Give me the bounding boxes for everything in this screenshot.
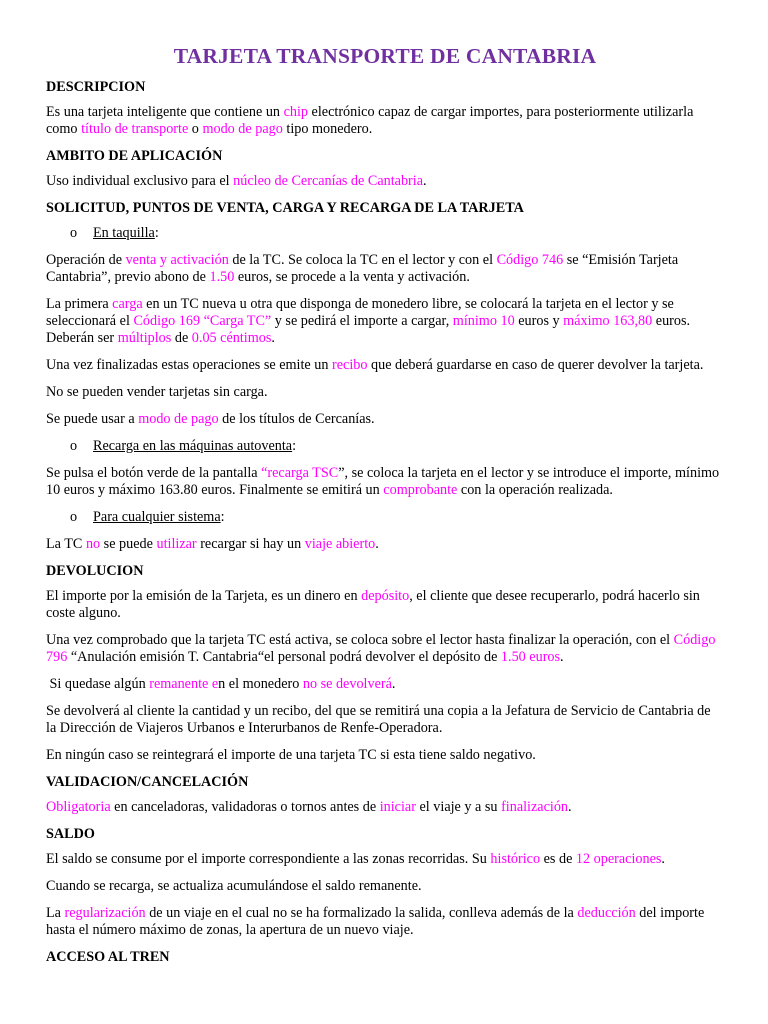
body-text: el viaje y a su bbox=[415, 799, 502, 815]
document-title: TARJETA TRANSPORTE DE CANTABRIA bbox=[173, 44, 597, 68]
paragraph-solicitud-1 bbox=[46, 252, 724, 286]
body-text: ”, se coloca la tarjeta en el lector y se introduce el importe, mínimo 10 euros y máximo 163.80 euros. Finalmente se emitirá un bbox=[46, 465, 720, 498]
body-text: Una vez finalizadas estas operaciones se emite un bbox=[46, 357, 332, 373]
highlight-text: modo de pago bbox=[138, 411, 219, 427]
section-heading-devolucion: DEVOLUCION bbox=[46, 563, 144, 579]
body-text: de un viaje en el cual no se ha formalizado la salida, conlleva además de la bbox=[145, 905, 578, 921]
highlight-text: título de transporte bbox=[81, 121, 189, 137]
paragraph-solicitud-6 bbox=[46, 465, 724, 499]
body-text: o bbox=[188, 121, 203, 137]
body-text: La primera bbox=[46, 296, 113, 312]
paragraph-devolucion-2 bbox=[46, 632, 724, 666]
highlight-text: 1.50 bbox=[209, 269, 235, 285]
highlight-text: núcleo de Cercanías de Cantabria bbox=[233, 173, 424, 189]
body-text: En taquilla bbox=[93, 225, 155, 241]
paragraph-solicitud-4 bbox=[46, 384, 724, 401]
body-text: de los títulos de Cercanías. bbox=[218, 411, 375, 427]
paragraph-devolucion-3 bbox=[46, 676, 724, 693]
highlight-text: remanente e bbox=[149, 676, 219, 692]
body-text: . bbox=[423, 173, 427, 189]
body-text: . bbox=[375, 536, 379, 552]
bullet-glyph: o bbox=[70, 509, 78, 525]
body-text: El importe por la emisión de la Tarjeta, es un dinero en bbox=[46, 588, 362, 604]
highlight-text: múltiplos bbox=[117, 330, 172, 346]
highlight-text: 12 operaciones bbox=[575, 851, 662, 867]
paragraph-devolucion-5 bbox=[46, 747, 724, 764]
paragraph-devolucion-4 bbox=[46, 703, 724, 737]
body-text: se “Emisión Tarjeta Cantabria”, previo abono de bbox=[46, 252, 679, 285]
paragraph-descripcion bbox=[46, 104, 724, 138]
body-text: : bbox=[292, 438, 297, 454]
highlight-text: mínimo 10 bbox=[452, 313, 515, 329]
body-text: En ningún caso se reintegrará el importe de una tarjeta TC si esta tiene saldo negativo. bbox=[46, 747, 536, 763]
paragraph-solicitud-2 bbox=[46, 296, 724, 347]
paragraph-solicitud-7 bbox=[46, 536, 724, 553]
highlight-text: venta y activación bbox=[125, 252, 229, 268]
highlight-text: 0.05 céntimos bbox=[191, 330, 272, 346]
paragraph-solicitud-5 bbox=[46, 411, 724, 428]
body-text: de bbox=[171, 330, 192, 346]
highlight-text: depósito bbox=[361, 588, 410, 604]
section-heading-ambito: AMBITO DE APLICACIÓN bbox=[46, 148, 223, 164]
highlight-text: comprobante bbox=[383, 482, 458, 498]
body-text: “Anulación emisión T. Cantabria“el personal podrá devolver el depósito de bbox=[67, 649, 501, 665]
body-text: del importe hasta el número máximo de zonas, la apertura de un nuevo viaje. bbox=[46, 905, 705, 938]
body-text: euros, se procede a la venta y activación. bbox=[234, 269, 470, 285]
body-text: . bbox=[568, 799, 572, 815]
highlight-text: utilizar bbox=[156, 536, 197, 552]
body-text: El saldo se consume por el importe correspondiente a las zonas recorridas. Su bbox=[46, 851, 491, 867]
highlight-text: finalización bbox=[501, 799, 569, 815]
body-text: La bbox=[46, 905, 65, 921]
paragraph-saldo-1 bbox=[46, 851, 724, 868]
highlight-text: Código 169 “Carga TC” bbox=[133, 313, 272, 329]
body-text: n el monedero bbox=[218, 676, 303, 692]
body-text: : bbox=[154, 225, 159, 241]
body-text: tipo monedero. bbox=[282, 121, 373, 137]
body-text: La TC bbox=[46, 536, 86, 552]
section-heading-descripcion: DESCRIPCION bbox=[46, 79, 146, 95]
paragraph-validacion-1 bbox=[46, 799, 724, 816]
paragraph-saldo-2 bbox=[46, 878, 724, 895]
body-text: se puede bbox=[100, 536, 157, 552]
body-text: Operación de bbox=[46, 252, 126, 268]
body-text: electrónico capaz de cargar importes, para posteriormente utilizarla como bbox=[46, 104, 694, 137]
body-text: de la TC. Se coloca la TC en el lector y con el bbox=[228, 252, 497, 268]
highlight-text: máximo 163,80 bbox=[563, 313, 653, 329]
body-text: . bbox=[391, 676, 396, 692]
body-text: No se pueden vender tarjetas sin carga. bbox=[46, 384, 268, 400]
body-text: euros y bbox=[514, 313, 564, 329]
body-text: es de bbox=[540, 851, 576, 867]
body-text: , el cliente que desee recuperarlo, podrá hacerlo sin coste alguno. bbox=[46, 588, 700, 621]
body-text: en canceladoras, validadoras o tornos antes de bbox=[110, 799, 380, 815]
body-text: que deberá guardarse en caso de querer devolver la tarjeta. bbox=[367, 357, 704, 373]
body-text: Uso individual exclusivo para el bbox=[46, 173, 234, 189]
body-text: con la operación realizada. bbox=[457, 482, 613, 498]
bullet-glyph: o bbox=[70, 438, 78, 454]
highlight-text: Código 746 bbox=[496, 252, 564, 268]
body-text: Para cualquier sistema bbox=[93, 509, 221, 525]
highlight-text: histórico bbox=[490, 851, 541, 867]
highlight-text: Código 796 bbox=[46, 632, 716, 665]
body-text: Se puede usar a bbox=[46, 411, 139, 427]
body-text: . bbox=[560, 649, 564, 665]
highlight-text: iniciar bbox=[379, 799, 416, 815]
bullet-item-taquilla bbox=[46, 225, 724, 242]
body-text: Una vez comprobado que la tarjeta TC está activa, se coloca sobre el lector hasta finalizar la operación, con el bbox=[46, 632, 674, 648]
bullet-glyph: o bbox=[70, 225, 78, 241]
highlight-text: carga bbox=[112, 296, 143, 312]
highlight-text: regularización bbox=[64, 905, 146, 921]
highlight-text: deducción bbox=[577, 905, 636, 921]
highlight-text: no bbox=[85, 536, 101, 552]
body-text: Recarga en las máquinas autoventa bbox=[93, 438, 293, 454]
bullet-item-recarga bbox=[46, 438, 724, 455]
body-text: euros. Deberán ser bbox=[46, 313, 691, 346]
highlight-text: recibo bbox=[332, 357, 368, 373]
paragraph-devolucion-1 bbox=[46, 588, 724, 622]
paragraph-solicitud-3 bbox=[46, 357, 724, 374]
section-heading-validacion: VALIDACION/CANCELACIÓN bbox=[46, 774, 249, 790]
bullet-item-cualquier-sistema bbox=[46, 509, 724, 526]
body-text: Se pulsa el botón verde de la pantalla bbox=[46, 465, 262, 481]
body-text: : bbox=[220, 509, 225, 525]
highlight-text: “recarga TSC bbox=[261, 465, 339, 481]
highlight-text: Obligatoria bbox=[46, 799, 111, 815]
body-text: y se pedirá el importe a cargar, bbox=[271, 313, 453, 329]
body-text: Si quedase algún bbox=[46, 676, 150, 692]
highlight-text: viaje abierto bbox=[304, 536, 376, 552]
highlight-text: 1.50 euros bbox=[500, 649, 561, 665]
body-text: . bbox=[661, 851, 665, 867]
highlight-text: modo de pago bbox=[202, 121, 283, 137]
highlight-text: no se devolverá bbox=[302, 676, 392, 692]
section-heading-saldo: SALDO bbox=[46, 826, 95, 842]
paragraph-saldo-3 bbox=[46, 905, 724, 939]
highlight-text: chip bbox=[283, 104, 308, 120]
section-heading-solicitud: SOLICITUD, PUNTOS DE VENTA, CARGA Y RECARGA DE LA TARJETA bbox=[46, 200, 524, 216]
body-text: Es una tarjeta inteligente que contiene un bbox=[46, 104, 284, 120]
body-text: Cuando se recarga, se actualiza acumulándose el saldo remanente. bbox=[46, 878, 422, 894]
body-text: Se devolverá al cliente la cantidad y un recibo, del que se remitirá una copia a la Jefatura de Servicio de Cantabria de la Dirección de Viajeros Urbanos e Interurbanos de Renfe-Operadora. bbox=[46, 703, 711, 736]
paragraph-ambito bbox=[46, 173, 724, 190]
body-text: . bbox=[271, 330, 275, 346]
section-heading-acceso: ACCESO AL TREN bbox=[46, 949, 170, 965]
body-text: recargar si hay un bbox=[196, 536, 305, 552]
body-text: en un TC nueva u otra que disponga de monedero libre, se colocará la tarjeta en el lector y se seleccionará el bbox=[46, 296, 674, 329]
